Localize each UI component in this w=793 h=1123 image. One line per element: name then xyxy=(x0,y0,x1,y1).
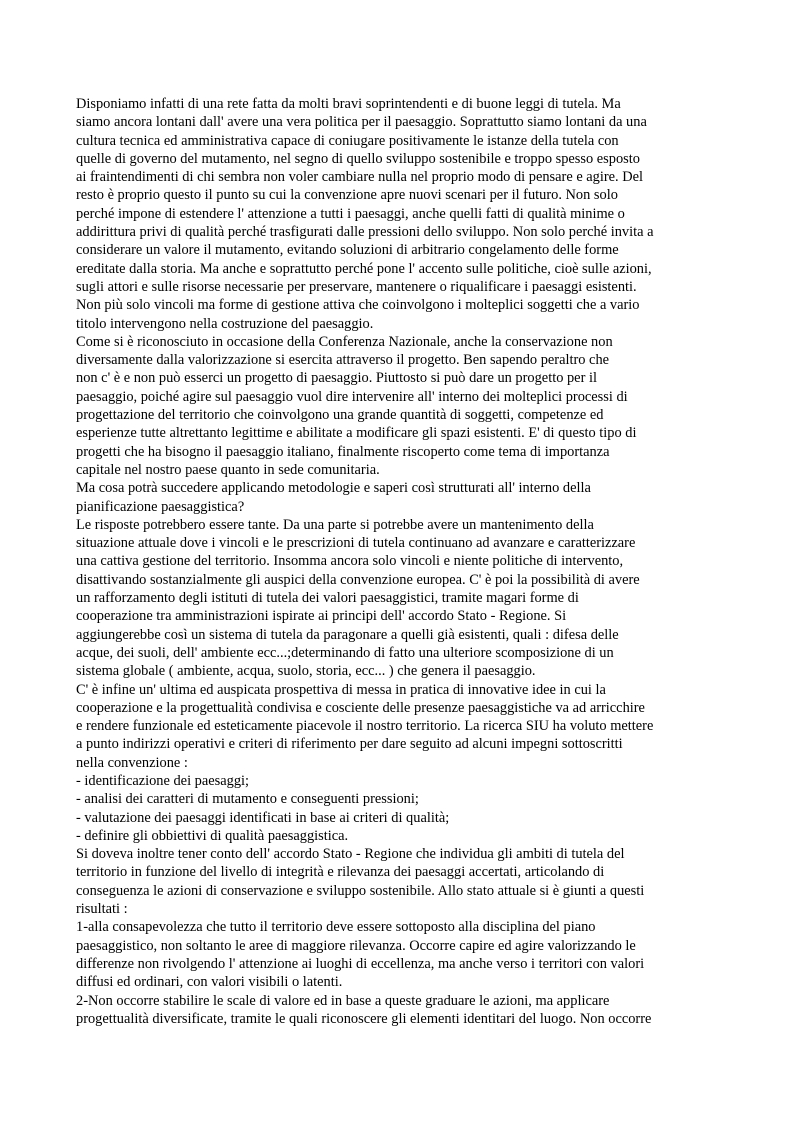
text-line: Non più solo vincoli ma forme di gestione attiva che coinvolgono i molteplici soggetti che a vario xyxy=(76,297,640,314)
document-body xyxy=(76,95,726,1028)
text-line: Si doveva inoltre tener conto dell' accordo Stato - Regione che individua gli ambiti di tutela del xyxy=(76,846,625,863)
text-line: 1-alla consapevolezza che tutto il territorio deve essere sottoposto alla disciplina del piano xyxy=(76,919,596,936)
text-line: - identificazione dei paesaggi; xyxy=(76,772,250,789)
text-line: sistema globale ( ambiente, acqua, suolo, storia, ecc... ) che genera il paesaggio. xyxy=(76,663,536,680)
text-line: esperienze tutte altrettanto legittime e abilitate a modificare gli spazi esistenti. E' di questo tipo di xyxy=(76,425,637,442)
text-line: quelle di governo del mutamento, nel segno di quello sviluppo sostenibile e troppo spesso esposto xyxy=(76,150,640,167)
text-line: Le risposte potrebbero essere tante. Da una parte si potrebbe avere un mantenimento della xyxy=(76,516,594,533)
text-line: aggiungerebbe così un sistema di tutela da paragonare a quelli già esistenti, quali : difesa delle xyxy=(76,626,619,643)
text-line: progetti che ha bisogno il paesaggio italiano, finalmente riscoperto come tema di importanza xyxy=(76,443,610,460)
text-line: siamo ancora lontani dall' avere una vera politica per il paesaggio. Soprattutto siamo lontani da una xyxy=(76,114,647,131)
text-line: e rendere funzionale ed esteticamente piacevole il nostro territorio. La ricerca SIU ha voluto mettere xyxy=(76,718,654,735)
text-line: pianificazione paesaggistica? xyxy=(76,498,245,515)
text-line: - analisi dei caratteri di mutamento e conseguenti pressioni; xyxy=(76,791,419,808)
text-line: C' è infine un' ultima ed auspicata prospettiva di messa in pratica di innovative idee in cui la xyxy=(76,681,606,698)
text-line: a punto indirizzi operativi e criteri di riferimento per dare seguito ad alcuni impegni sottoscritti xyxy=(76,736,623,753)
text-line: Ma cosa potrà succedere applicando metodologie e saperi così strutturati all' interno della xyxy=(76,480,591,497)
text-line: diffusi ed ordinari, con valori visibili o latenti. xyxy=(76,974,343,991)
text-line: situazione attuale dove i vincoli e le prescrizioni di tutela continuano ad avanzare e caratterizzare xyxy=(76,535,636,552)
text-line: nella convenzione : xyxy=(76,754,188,771)
text-line: capitale nel nostro paese quanto in sede comunitaria. xyxy=(76,461,380,478)
text-line: resto è proprio questo il punto su cui la convenzione apre nuovi scenari per il futuro. Non solo xyxy=(76,187,618,204)
text-line: - valutazione dei paesaggi identificati in base ai criteri di qualità; xyxy=(76,809,450,826)
text-line: 2-Non occorre stabilire le scale di valore ed in base a queste graduare le azioni, ma applicare xyxy=(76,992,610,1009)
text-line: cooperazione e la progettualità condivisa e cosciente delle presenze paesaggistiche va ad arricchire xyxy=(76,699,645,716)
text-line: cultura tecnica ed amministrativa capace di coniugare positivamente le istanze della tutela con xyxy=(76,132,619,149)
text-line: progettazione del territorio che coinvolgono una grande quantità di soggetti, competenze ed xyxy=(76,407,604,424)
text-line: ai fraintendimenti di chi sembra non voler cambiare nulla nel proprio modo di pensare e agire. Del xyxy=(76,169,644,186)
text-line: - definire gli obbiettivi di qualità paesaggistica. xyxy=(76,827,349,844)
text-line: ereditate dalla storia. Ma anche e soprattutto perché pone l' accento sulle politiche, cioè sulle azioni, xyxy=(76,260,652,277)
text-line: una cattiva gestione del territorio. Insomma ancora solo vincoli e niente politiche di intervento, xyxy=(76,553,624,570)
text-line: titolo intervengono nella costruzione del paesaggio. xyxy=(76,315,374,332)
text-line: acque, dei suoli, dell' ambiente ecc...;determinando di fatto una ulteriore scomposizione di un xyxy=(76,644,614,661)
text-line: conseguenza le azioni di conservazione e sviluppo sostenibile. Allo stato attuale si è giunti a questi xyxy=(76,882,645,899)
text-line: paesaggistico, non soltanto le aree di maggiore rilevanza. Occorre capire ed agire valorizzando le xyxy=(76,937,636,954)
text-line: diversamente dalla valorizzazione si esercita attraverso il progetto. Ben sapendo peraltro che xyxy=(76,352,610,369)
text-line: non c' è e non può esserci un progetto di paesaggio. Piuttosto si può dare un progetto per il xyxy=(76,370,597,387)
text-line: paesaggio, poiché agire sul paesaggio vuol dire intervenire all' interno dei molteplici processi di xyxy=(76,388,628,405)
text-line: addirittura privi di qualità perché trasfigurati dalle pressioni dello sviluppo. Non solo perché invita a xyxy=(76,224,654,241)
text-line: un rafforzamento degli istituti di tutela dei valori paesaggistici, tramite magari forme di xyxy=(76,590,579,607)
text-line: cooperazione tra amministrazioni ispirate ai principi dell' accordo Stato - Regione. Si xyxy=(76,608,567,625)
text-line: sugli attori e sulle risorse necessarie per preservare, mantenere o riqualificare i paesaggi esistenti. xyxy=(76,278,637,295)
text-line: territorio in funzione del livello di integrità e rilevanza dei paesaggi accertati, articolando di xyxy=(76,864,605,881)
text-line: considerare un valore il mutamento, evitando soluzioni di arbitrario congelamento delle forme xyxy=(76,242,619,259)
text-line: progettualità diversificate, tramite le quali riconoscere gli elementi identitari del luogo. Non occorre xyxy=(76,1010,652,1027)
text-line: disattivando sostanzialmente gli auspici della convenzione europea. C' è poi la possibilità di avere xyxy=(76,571,640,588)
text-line: Come si è riconosciuto in occasione della Conferenza Nazionale, anche la conservazione non xyxy=(76,333,613,350)
text-line: Disponiamo infatti di una rete fatta da molti bravi soprintendenti e di buone leggi di tutela. Ma xyxy=(76,96,621,112)
text-line: risultati : xyxy=(76,901,128,918)
text-line: perché impone di estendere l' attenzione a tutti i paesaggi, anche quelli fatti di qualità minime o xyxy=(76,205,625,222)
text-line: differenze non rivolgendo l' attenzione ai luoghi di eccellenza, ma anche verso i territori con valori xyxy=(76,955,645,972)
